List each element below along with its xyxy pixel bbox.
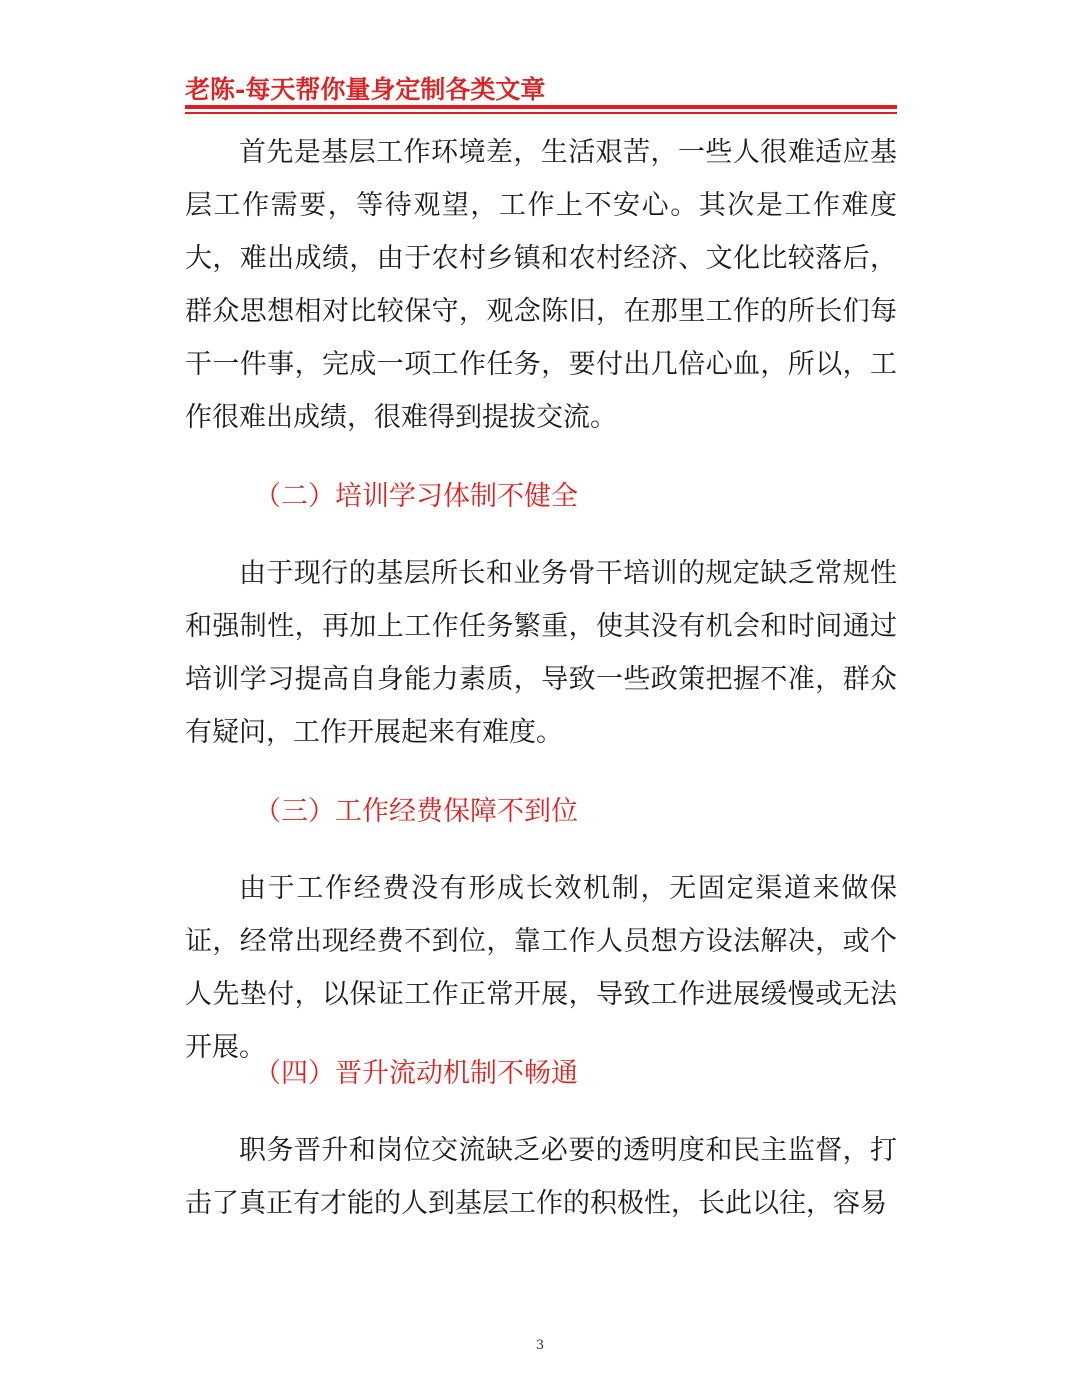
header-rule-thin bbox=[185, 112, 897, 114]
page-number: 3 bbox=[535, 1338, 545, 1353]
body-paragraph: 首先是基层工作环境差，生活艰苦，一些人很难适应基层工作需要，等待观望，工作上不安心。其次是工作难度大，难出成绩，由于农村乡镇和农村经济、文化比较落后，群众思想相对比较保守，观念陈旧，在那里工作的所长们每干一件事，完成一项工作任务，要付出几倍心血，所以，工作很难出成绩，很难得到提拔交流。 bbox=[185, 137, 897, 433]
header-rule-thick bbox=[185, 105, 897, 109]
header-title: 老陈-每天帮你量身定制各类文章 bbox=[185, 75, 546, 104]
body-paragraph: 职务晋升和岗位交流缺乏必要的透明度和民主监督，打击了真正有才能的人到基层工作的积极性，长此以往，容易 bbox=[185, 1135, 897, 1219]
section-heading: （三）工作经费保障不到位 bbox=[254, 796, 578, 827]
section-heading: （四）晋升流动机制不畅通 bbox=[254, 1058, 578, 1089]
section-heading: （二）培训学习体制不健全 bbox=[254, 481, 578, 512]
body-paragraph: 由于工作经费没有形成长效机制，无固定渠道来做保证，经常出现经费不到位，靠工作人员想方设法解决，或个人先垫付，以保证工作正常开展，导致工作进展缓慢或无法开展。 bbox=[185, 873, 897, 1063]
body-paragraph: 由于现行的基层所长和业务骨干培训的规定缺乏常规性和强制性，再加上工作任务繁重，使其没有机会和时间通过培训学习提高自身能力素质，导致一些政策把握不准，群众有疑问，工作开展起来有难度。 bbox=[185, 558, 897, 748]
